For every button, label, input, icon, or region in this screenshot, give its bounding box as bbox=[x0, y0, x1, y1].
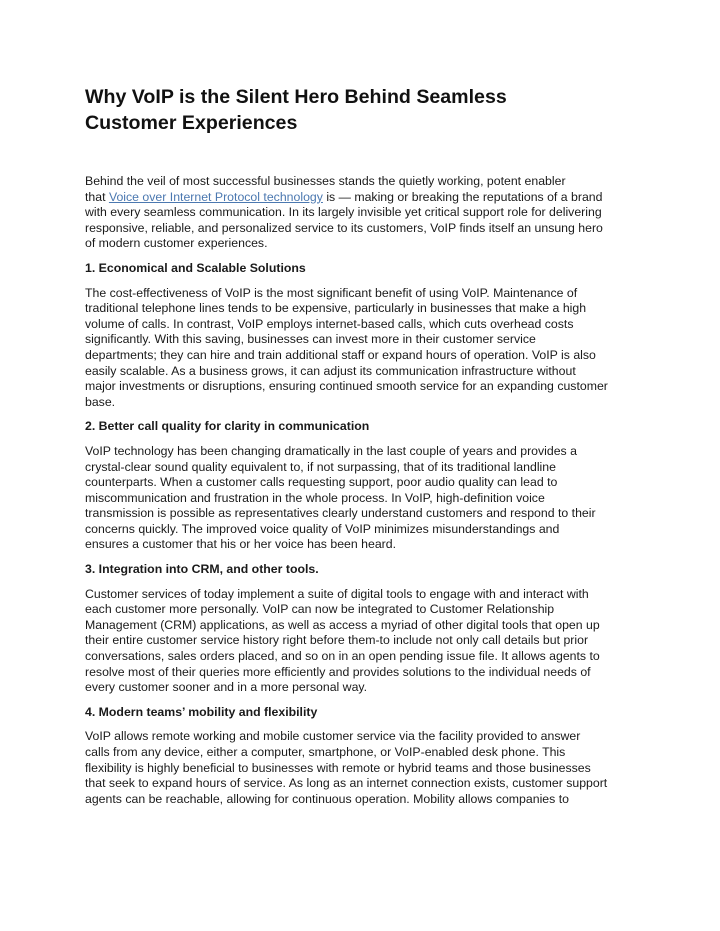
paragraph-line: every customer sooner and in a more personal way. bbox=[85, 680, 368, 695]
intro-line-1: Behind the veil of most successful businesses stands the quietly working, potent enabler bbox=[85, 174, 566, 188]
intro-paragraph bbox=[85, 174, 641, 252]
title-line-1: Why VoIP is the Silent Hero Behind Seamless bbox=[85, 86, 507, 108]
section-paragraph-4 bbox=[85, 729, 641, 807]
paragraph-line: significantly. With this saving, businesses can invest more in their customer service bbox=[85, 332, 536, 347]
paragraph-line: volume of calls. In contrast, VoIP employs internet-based calls, which cuts overhead costs bbox=[85, 316, 574, 331]
paragraph-line: transmission is possible as representatives clearly understand customers and respond to their bbox=[85, 506, 596, 521]
section-heading-4: 4. Modern teams’ mobility and flexibility bbox=[85, 704, 318, 719]
section-heading-1: 1. Economical and Scalable Solutions bbox=[85, 260, 306, 275]
paragraph-line: resolve most of their queries more efficiently and provides solutions to the individual needs of bbox=[85, 664, 591, 679]
paragraph-line: concerns quickly. The improved voice quality of VoIP minimizes misunderstandings and bbox=[85, 521, 560, 536]
paragraph-line: Management (CRM) applications, as well as access a myriad of other digital tools that open up bbox=[85, 617, 600, 632]
section-heading-3: 3. Integration into CRM, and other tools. bbox=[85, 562, 319, 577]
paragraph-line: conversations, sales orders placed, and so on in an open pending issue file. It allows agents to bbox=[85, 649, 600, 664]
voip-technology-link[interactable]: Voice over Internet Protocol technology bbox=[108, 189, 323, 204]
paragraph-line: crystal-clear sound quality equivalent to, if not surpassing, that of its traditional landline bbox=[85, 459, 556, 474]
paragraph-line: VoIP technology has been changing dramatically in the last couple of years and provides a bbox=[85, 443, 577, 458]
intro-line-5: of modern customer experiences. bbox=[85, 236, 268, 251]
paragraph-line: flexibility is highly beneficial to businesses with remote or hybrid teams and those businesses bbox=[85, 760, 591, 775]
paragraph-line: miscommunication and frustration in the whole process. In VoIP, high-definition voice bbox=[85, 490, 545, 505]
intro-line-2-prefix: that bbox=[85, 189, 109, 204]
paragraph-line: easily scalable. As a business grows, it can adjust its communication infrastructure without bbox=[85, 363, 576, 378]
paragraph-line: their entire customer service history right before them-to include not only call details but prior bbox=[85, 633, 589, 648]
section-heading-2: 2. Better call quality for clarity in communication bbox=[85, 419, 370, 434]
paragraph-line: Customer services of today implement a suite of digital tools to engage with and interact with bbox=[85, 586, 589, 601]
paragraph-line: counterparts. When a customer calls requesting support, poor audio quality can lead to bbox=[85, 475, 558, 490]
paragraph-line: that seek to expand hours of service. As long as an internet connection exists, customer support bbox=[85, 776, 608, 791]
intro-line-3: with every seamless communication. In its largely invisible yet critical support role for delivering bbox=[85, 205, 602, 220]
intro-line-2-suffix: is — making or breaking the reputations of a brand bbox=[322, 189, 603, 204]
section-paragraph-3 bbox=[85, 587, 641, 696]
paragraph-line: base. bbox=[85, 394, 116, 409]
paragraph-line: traditional telephone lines tends to be expensive, particularly in businesses that make a high bbox=[85, 301, 587, 316]
paragraph-line: agents can be reachable, allowing for continuous operation. Mobility allows companies to bbox=[85, 791, 569, 806]
section-paragraph-1 bbox=[85, 286, 641, 411]
paragraph-line: each customer more personally. VoIP can now be integrated to Customer Relationship bbox=[85, 602, 555, 617]
title-line-2: Customer Experiences bbox=[85, 112, 298, 134]
document-title bbox=[85, 84, 641, 136]
paragraph-line: calls from any device, either a computer, smartphone, or VoIP-enabled desk phone. This bbox=[85, 745, 566, 759]
document-page bbox=[85, 84, 641, 816]
paragraph-line: departments; they can hire and train additional staff or expand hours of operation. VoIP is also bbox=[85, 347, 596, 362]
intro-line-4: responsive, reliable, and personalized service to its customers, VoIP finds itself an unsung hero bbox=[85, 220, 603, 235]
paragraph-line: major investments or disruptions, ensuring continued smooth service for an expanding customer bbox=[85, 379, 608, 394]
paragraph-line: The cost-effectiveness of VoIP is the most significant benefit of using VoIP. Maintenance of bbox=[85, 285, 578, 300]
paragraph-line: VoIP allows remote working and mobile customer service via the facility provided to answer bbox=[85, 729, 581, 744]
section-paragraph-2 bbox=[85, 444, 641, 553]
intro-line-2 bbox=[85, 190, 641, 206]
paragraph-line: ensures a customer that his or her voice has been heard. bbox=[85, 537, 397, 552]
